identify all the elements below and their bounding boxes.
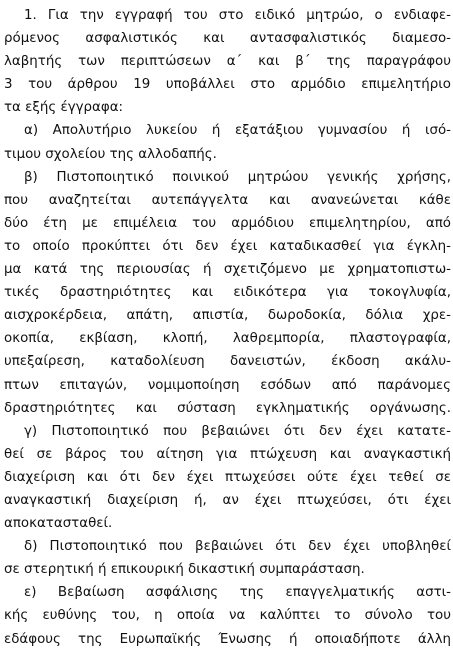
- text-line: οκοπία, εκβίαση, κλοπή, λαθρεμπορία, πλαστογραφία,: [4, 331, 451, 347]
- text-line: δραστηριότητες και σύσταση εγκληματικής οργάνωσης.: [4, 400, 451, 416]
- text-line: θεί σε βάρος του αίτηση για πτώχευση και αναγκαστική: [4, 446, 451, 462]
- text-line: τα εξής έγγραφα:: [4, 100, 124, 116]
- text-line: εδάφους της Ευρωπαϊκής Ένωσης ή οποιαδήποτε άλλη: [4, 631, 451, 647]
- text-line: ε) Βεβαίωση ασφάλισης της επαγγελματικής αστι-: [24, 585, 451, 601]
- text-line: α) Απολυτήριο λυκείου ή εξατάξιου γυμνασίου ή ισό-: [24, 123, 451, 139]
- item-a: [4, 119, 451, 165]
- document-text: [4, 4, 451, 651]
- text-line: δ) Πιστοποιητικό που βεβαιώνει ότι δεν έχει υποβληθεί: [24, 539, 451, 555]
- text-line: διαχείριση και ότι δεν έχει πτωχεύσει ούτε έχει τεθεί σε: [4, 469, 451, 485]
- text-line: 3 του άρθρου 19 υποβάλλει στο αρμόδιο επιμελητήριο: [4, 77, 451, 93]
- text-line: τικές δραστηριότητες και ειδικότερα για τοκογλυφία,: [4, 285, 451, 301]
- text-line: λαβητής των περιπτώσεων α΄ και β΄ της παραγράφου: [4, 54, 451, 70]
- text-line: τιμου σχολείου της αλλοδαπής.: [4, 146, 217, 162]
- text-line: υπεξαίρεση, καταδολίευση δανειστών, έκδοση ακάλυ-: [4, 354, 451, 370]
- paragraph-1: [4, 4, 451, 119]
- text-line: κής ευθύνης του, η οποία να καλύπτει το σύνολο του: [4, 608, 451, 624]
- text-line: που αναζητείται αυτεπάγγελτα και ανανεώνεται κάθε: [4, 192, 451, 208]
- text-line: δύο έτη με επιμέλεια του αρμόδιου επιμελητηρίου, από: [4, 215, 451, 231]
- text-line: αναγκαστική διαχείριση ή, αν έχει πτωχεύσει, ότι έχει: [4, 492, 451, 508]
- text-line: ρόμενος ασφαλιστικός και αντασφαλιστικός διαμεσο-: [4, 31, 451, 47]
- text-line: γ) Πιστοποιητικό που βεβαιώνει ότι δεν έχει κατατε-: [24, 423, 451, 439]
- item-b: [4, 166, 451, 420]
- text-line: αισχροκέρδεια, απάτη, απιστία, δωροδοκία, δόλια χρε-: [4, 308, 451, 324]
- text-line: μα κατά της περιουσίας ή σχετιζόμενο με χρηματοπιστω-: [4, 262, 451, 278]
- text-line: πτων επιταγών, νομιμοποίηση εσόδων από παράνομες: [4, 377, 451, 393]
- text-line: αποκατασταθεί.: [4, 516, 113, 532]
- item-e: [4, 581, 451, 650]
- item-c: [4, 420, 451, 535]
- item-d: [4, 535, 451, 581]
- text-line: 1. Για την εγγραφή του στο ειδικό μητρώο, ο ενδιαφε-: [24, 8, 451, 23]
- text-line: σε στερητική ή επικουρική δικαστική συμπαράσταση.: [4, 562, 365, 578]
- text-line: το οποίο προκύπτει ότι δεν έχει καταδικασθεί για έγκλη-: [4, 238, 451, 254]
- text-line: β) Πιστοποιητικό ποινικού μητρώου γενικής χρήσης,: [24, 169, 451, 185]
